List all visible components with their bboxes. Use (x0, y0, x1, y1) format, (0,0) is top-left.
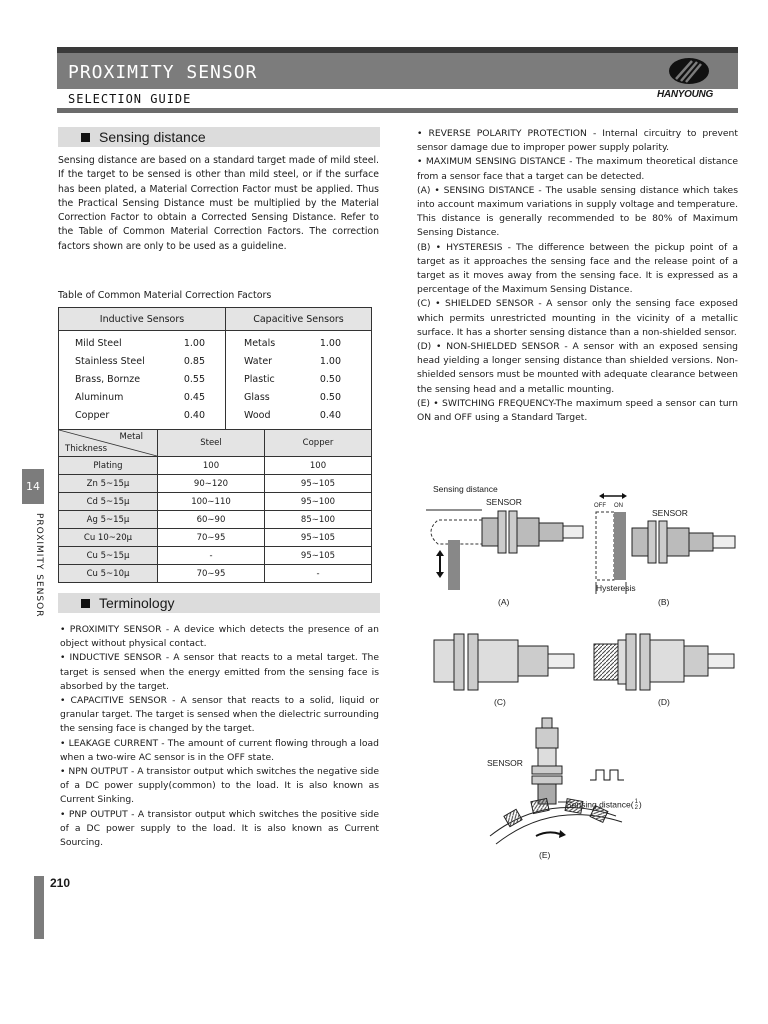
fraction-one-half: 1 2 (634, 799, 638, 811)
brand-name: HANYOUNG (657, 89, 713, 100)
table-row (59, 475, 372, 493)
steel-value: 100 (158, 457, 265, 475)
steel-value: 60∼90 (158, 511, 265, 529)
material-factor: 0.55 (183, 374, 205, 385)
closing-paren: ) (638, 799, 642, 810)
table-row (59, 493, 372, 511)
figure-c-shielded-sensor (430, 630, 580, 696)
label-sensing-distance-e (566, 799, 642, 811)
term-item: (D) • NON-SHIELDED SENSOR - A sensor with an exposed sensing head yielding a longer sensing distance than shielded versions. Non-shielded sensors must be mounted with adequate clearance between the sensing head and a metallic mounting. (417, 341, 738, 395)
corner-label-metal: Metal (119, 432, 143, 442)
label-sensor-b: SENSOR (652, 508, 688, 518)
terminology-list-right (417, 127, 738, 425)
table-row (59, 565, 372, 583)
term-item: (C) • SHIELDED SENSOR - A sensor only the sensing face exposed which permits unrestricted mounting in the vicinity of a metallic surface. It has a shorter sensing distance than a non-shielded sensor. (417, 298, 738, 338)
material-name: Metals (244, 338, 276, 349)
material-name: Water (244, 356, 273, 367)
material-factor: 0.85 (183, 356, 205, 367)
term-item: (E) • SWITCHING FREQUENCY-The maximum speed a sensor can turn ON and OFF using a Standard Target. (417, 397, 738, 424)
material-name: Mild Steel (75, 338, 122, 349)
copper-value: 100 (265, 457, 372, 475)
material-row (75, 335, 205, 353)
table-row (59, 547, 372, 565)
page-number: 210 (50, 876, 71, 890)
material-row (75, 389, 205, 407)
section-heading-text: Sensing distance (99, 129, 206, 145)
label-off: OFF (594, 503, 606, 509)
caption-a: (A) (498, 597, 510, 607)
material-correction-table (58, 307, 372, 430)
steel-value: 70∼95 (158, 529, 265, 547)
row-label: Cu 10~20μ (59, 529, 158, 547)
material-row (244, 407, 341, 425)
sensing-distance-text: Sensing distance( (566, 799, 634, 810)
caption-d: (D) (658, 697, 670, 707)
page-number-bar (34, 876, 44, 939)
term-item: • MAXIMUM SENSING DISTANCE - The maximum theoretical distance from a sensor face that a target can be detected. (417, 156, 738, 182)
capacitive-column (226, 331, 372, 430)
corner-label-thickness: Thickness (65, 444, 108, 454)
label-sensor-e: SENSOR (487, 758, 523, 768)
material-factor: 1.00 (183, 338, 205, 349)
table-row (59, 511, 372, 529)
material-factor: 1.00 (319, 356, 341, 367)
term-item: • REVERSE POLARITY PROTECTION - Internal circuitry to prevent sensor damage due to improper power supply polarity. (417, 128, 738, 154)
material-row (75, 353, 205, 371)
term-item: • CAPACITIVE SENSOR - A sensor that reacts to a solid, liquid or granular target. The target is sensed when the dielectric surrounding the sensing face is changed by the target. (60, 695, 379, 735)
caption-e: (E) (539, 850, 551, 860)
steel-value: 100∼110 (158, 493, 265, 511)
square-bullet-icon (81, 599, 90, 608)
material-name: Brass, Bornze (75, 374, 141, 385)
hanyoung-logo-icon (668, 57, 710, 85)
label-on: ON (614, 503, 623, 509)
copper-value: 95∼105 (265, 547, 372, 565)
page-subtitle: SELECTION GUIDE (68, 92, 192, 106)
figure-e-switching-frequency (486, 716, 666, 846)
term-item: • LEAKAGE CURRENT - The amount of current flowing through a load when a two-wire AC sensor is in the OFF state. (60, 737, 379, 763)
figure-d-non-shielded-sensor (590, 630, 740, 696)
row-label: Cu 5~15μ (59, 547, 158, 565)
term-item: (A) • SENSING DISTANCE - The usable sensing distance which takes into account maximum variations in supply voltage and temperature. This distance is generally recommended to be 80% of Maximum Sensing Distance. (417, 184, 738, 239)
copper-value: 95∼105 (265, 475, 372, 493)
term-item: • NPN OUTPUT - A transistor output which switches the negative side of a DC power supply(common) to the load. It is also known as Current Sinking. (60, 766, 379, 806)
header-bottom-rule (57, 108, 738, 113)
material-factor: 1.00 (319, 338, 341, 349)
section-heading-terminology (58, 593, 380, 613)
table-caption: Table of Common Material Correction Factors (58, 290, 272, 301)
material-name: Copper (75, 410, 110, 421)
column-header-copper: Copper (265, 430, 372, 457)
steel-value: - (158, 547, 265, 565)
term-item: (B) • HYSTERESIS - The difference between the pickup point of a target as it approaches the sensing face and the release point of a target as it moves away from the sensing face. It is expressed as a percentage of the Maximum Sensing Distance. (417, 241, 738, 296)
table-row (59, 529, 372, 547)
table-header-inductive: Inductive Sensors (59, 308, 226, 331)
material-name: Stainless Steel (75, 356, 145, 367)
caption-b: (B) (658, 597, 670, 607)
term-item: • PNP OUTPUT - A transistor output which switches the positive side of a DC power supply to the load. It is also known as Current Sourcing. (60, 808, 379, 849)
material-name: Wood (244, 410, 271, 421)
table-row (59, 457, 372, 475)
material-row (75, 371, 205, 389)
material-row (75, 407, 205, 425)
term-item: • INDUCTIVE SENSOR - A sensor that reacts to a metal target. The target is sensed when the energy emitted from the sensing face is absorbed by the target. (60, 652, 379, 692)
plating-correction-table (58, 429, 372, 583)
material-row (244, 371, 341, 389)
material-name: Plastic (244, 374, 275, 385)
copper-value: 95∼105 (265, 529, 372, 547)
row-label: Ag 5~15μ (59, 511, 158, 529)
chapter-tab: 14 (22, 469, 44, 504)
label-sensing-distance: Sensing distance (433, 484, 498, 494)
material-factor: 0.40 (319, 410, 341, 421)
label-sensor-a: SENSOR (486, 497, 522, 507)
material-name: Aluminum (75, 392, 124, 403)
row-label: Cd 5~15μ (59, 493, 158, 511)
column-header-steel: Steel (158, 430, 265, 457)
caption-c: (C) (494, 697, 506, 707)
label-hysteresis: Hysteresis (596, 583, 636, 593)
page-title: PROXIMITY SENSOR (68, 62, 258, 83)
copper-value: - (265, 565, 372, 583)
terminology-list-left (60, 623, 379, 850)
material-factor: 0.45 (183, 392, 205, 403)
table-header-capacitive: Capacitive Sensors (226, 308, 372, 331)
steel-value: 70∼95 (158, 565, 265, 583)
material-factor: 0.50 (319, 374, 341, 385)
row-label: Cu 5~10μ (59, 565, 158, 583)
steel-value: 90∼120 (158, 475, 265, 493)
material-row (244, 335, 341, 353)
table-corner-cell (59, 430, 158, 457)
inductive-column (59, 331, 226, 430)
square-bullet-icon (81, 133, 90, 142)
material-row (244, 389, 341, 407)
material-factor: 0.50 (319, 392, 341, 403)
term-item: • PROXIMITY SENSOR - A device which detects the presence of an object without physical contact. (60, 624, 379, 650)
material-factor: 0.40 (183, 410, 205, 421)
sensing-body: Sensing distance are based on a standard target made of mild steel. If the target to be sensed is other than mild steel, or if the surface has been plated, a Material Correction Factor must be applied. Thus the Practical Sensing Distance must be multiplied by the Material Correction Factor to obtain a Corrected Sensing Distance. Refer to the Table of Common Material Correction Factors. The correction factors shown are only to be used as a guideline. (58, 155, 379, 252)
section-heading-text: Terminology (99, 595, 175, 611)
material-name: Glass (244, 392, 270, 403)
material-row (244, 353, 341, 371)
section-heading-sensing (58, 127, 380, 147)
copper-value: 95∼100 (265, 493, 372, 511)
chapter-tab-label: PROXIMITY SENSOR (34, 513, 44, 618)
copper-value: 85∼100 (265, 511, 372, 529)
row-label: Zn 5~15μ (59, 475, 158, 493)
row-label: Plating (59, 457, 158, 475)
